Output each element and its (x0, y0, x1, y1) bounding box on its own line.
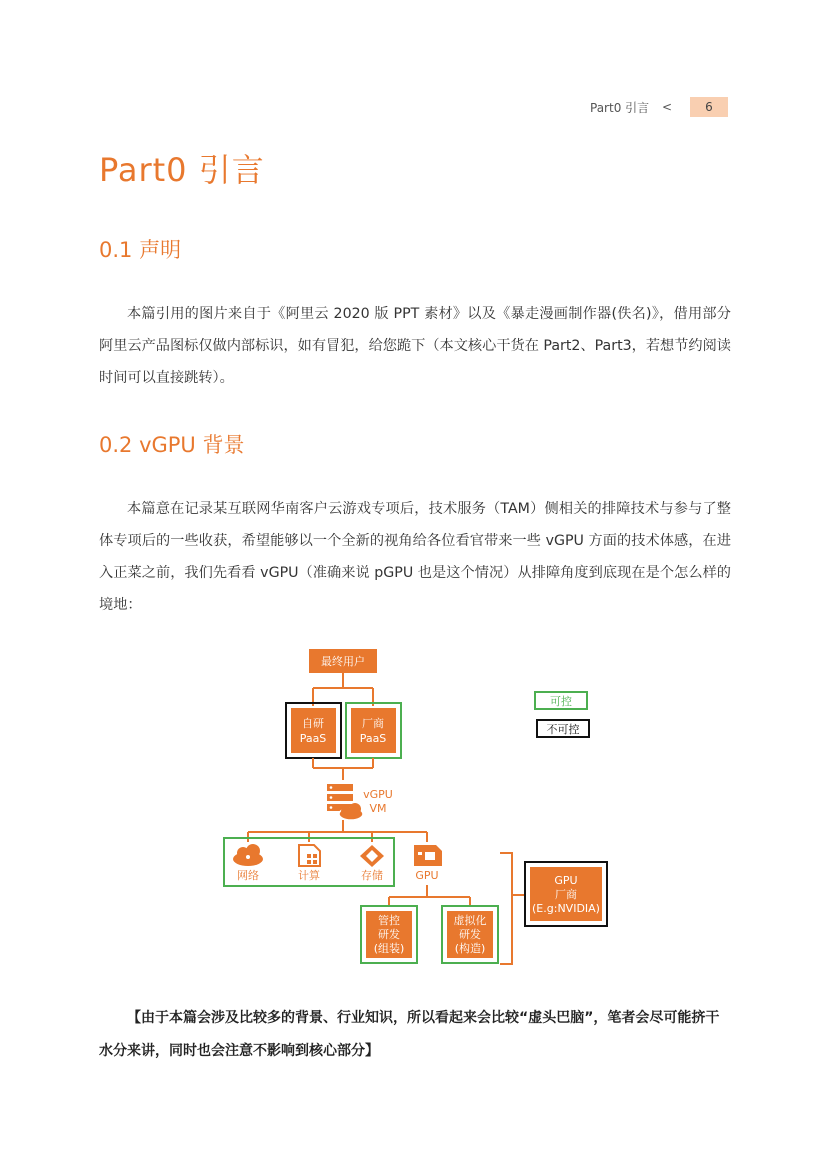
compute-icon (299, 845, 320, 866)
chevron-left-icon: < (662, 100, 673, 114)
legend-uncontrollable-label: 不可控 (546, 723, 580, 736)
vgpu-vm-label-2: VM (369, 802, 387, 815)
running-header: Part0 引言 (590, 101, 650, 115)
section-heading-statement: 0.1 声明 (99, 238, 182, 262)
vgpu-vm-label-1: vGPU (363, 788, 393, 801)
gpu-card-icon (414, 845, 442, 866)
end-user-label: 最终用户 (321, 655, 365, 668)
storage-label: 存储 (361, 869, 383, 882)
section-paragraph-statement: 本篇引用的图片来自于《阿里云 2020 版 PPT 素材》以及《暴走漫画制作器(佚名)》，借用部分阿里云产品图标仅做内部标识，如有冒犯，给您跪下（本文核心干货在 Part2、Part3，若想节约阅读时间可以直接跳转）。 (99, 306, 731, 386)
vendor-paas-label-1: 厂商 (362, 717, 384, 730)
legend-controllable-label: 可控 (550, 695, 572, 708)
vendor-paas-label-2: PaaS (359, 732, 387, 745)
mgmt-rd-label-1: 管控 (378, 914, 400, 927)
bracket-connector (500, 853, 512, 964)
note-paragraph: 【由于本篇会涉及比较多的背景、行业知识，所以看起来会比较“虚头巴脑”，笔者会尽可能挤干水分来讲，同时也会注意不影响到核心部分】 (99, 1010, 720, 1059)
self-paas-label-2: PaaS (299, 732, 327, 745)
virt-rd-label-1: 虚拟化 (453, 914, 487, 927)
gpu-vendor-label-1: GPU (554, 874, 578, 887)
self-paas-label-1: 自研 (302, 717, 324, 730)
vendor-paas-box (351, 708, 396, 753)
mgmt-rd-label-2: 研发 (378, 928, 400, 941)
gpu-label: GPU (415, 869, 439, 882)
gpu-vendor-label-3: (E.g:NVIDIA) (532, 902, 600, 915)
network-label: 网络 (237, 869, 259, 882)
virt-rd-label-3: (构造) (454, 942, 486, 955)
page-number: 6 (690, 97, 728, 117)
section-heading-vgpu: 0.2 vGPU 背景 (99, 433, 245, 457)
server-cloud-icon (327, 784, 363, 820)
page-title: Part0 引言 (99, 151, 265, 189)
gpu-vendor-label-2: 厂商 (555, 888, 577, 901)
storage-icon (360, 845, 384, 867)
section-paragraph-vgpu: 本篇意在记录某互联网华南客户云游戏专项后，技术服务（TAM）侧相关的排障技术与参与了整体专项后的一些收获，希望能够以一个全新的视角给各位看官带来一些 vGPU 方面的技术体感，在进入正菜之前，我们先看看 vGPU（准确来说 pGPU 也是这个情况）从排障角度到底现在是个怎么样的境地： (99, 501, 731, 613)
compute-label: 计算 (298, 869, 320, 882)
virt-rd-label-2: 研发 (459, 928, 481, 941)
network-cloud-icon (233, 844, 263, 866)
self-paas-box (291, 708, 336, 753)
mgmt-rd-label-3: (组装) (373, 942, 405, 955)
